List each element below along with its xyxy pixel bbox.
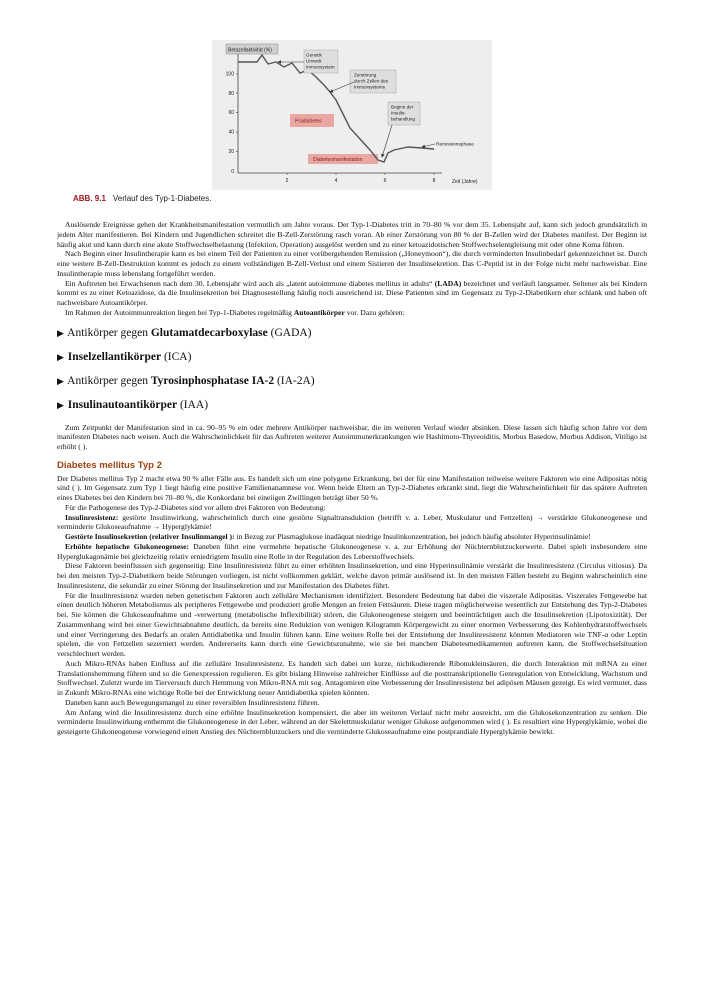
y-tick-label: 20: [228, 149, 234, 155]
ann-zerstoerung-1: Zerstörung: [354, 72, 377, 78]
list-item: ▶ Antikörper gegen Glutamatdecarboxylase (GADA): [57, 326, 312, 339]
y-axis-label: Betazellaktivität (%): [228, 47, 272, 54]
caption-text: Verlauf des Typ-1-Diabetes.: [112, 194, 212, 203]
section-heading: Diabetes mellitus Typ 2: [57, 459, 162, 471]
y-tick-label: 60: [228, 110, 234, 116]
paragraph: Zum Zeitpunkt der Manifestation sind in ca. 90–95 % ein oder mehrere Antikörper nachweisbar, die im weiteren Verlauf wieder absinken. Diese lassen sich häufig schon Jahre vor dem manifesten Diabetes nach weisen. Auch die Wahrscheinlichkeit für das Auftreten weiterer Autoimmunerkrankungen wie Hashimoto-Thyreoiditis, Morbus Basedow, Morbus Addison, Vitiligo ist erhöht ( ).: [57, 422, 647, 451]
ann-genetik-3: Immunsystem: [306, 64, 335, 70]
list-item: ▶ Insulinautoantikörper (IAA): [57, 398, 209, 411]
caption-label: ABB. 9.1: [73, 194, 106, 203]
paragraph: Ein Auftreten bei Erwachsenen nach dem 30. Lebensjahr wird auch als „latent autoimmune diabetes mellitus in adults“ (LADA) bezeichnet und verläuft langsamer. Seltener als bei Kindern kommt es zu einer Ketoazidose, da die Insulinsekretion bei Diagnosestellung häufig noch ausreichend ist. Diese Patienten sind im Gegensatz zu Typ-2-Diabetikern eher schlank und haben oft nachweisbare Autoantikörper.: [57, 278, 647, 307]
paragraph: Am Anfang wird die Insulinresistenz durch eine erhöhte Insulinsekretion kompensiert, die aber im weiteren Verlauf nicht mehr ausreicht, um die Glukosekonzentration zu senken. Die verminderte Insulinwirkung enthemmt die Glukoneogenese in der Leber, während an der Skelettmuskulatur weniger Glukose aufgenommen wird ( ). Es resultiert eine Hyperglykämie, wobei die gesteigerte Glukoneogenese vorwiegend einen Anstieg des Nüchternblutzuckers und die verminderte Glukoseaufnahme eine postprandiale Hyperglykämie bewirkt.: [57, 707, 647, 736]
x-tick-label: 8: [432, 178, 436, 184]
x-tick-label: 4: [334, 178, 338, 184]
list-item: ▶ Antikörper gegen Tyrosinphosphatase IA-2 (IA-2A): [57, 374, 315, 387]
triangle-bullet-icon: ▶: [57, 375, 64, 386]
paragraph: Insulinresistenz: gestörte Insulinwirkung, wahrscheinlich durch eine gestörte Signaltransduktion (betrifft v. a. Leber, Muskulatur und Fettzellen) → verstärkte Glukoneogenese und verminderte Glukoseaufnahme → Hyperglykämie!: [57, 512, 647, 532]
paragraph: Im Rahmen der Autoimmunreaktion liegen bei Typ-1-Diabetes regelmäßig Autoantikörper vor. Dazu gehören:: [65, 307, 405, 317]
ann-remission: Remissionsphase: [436, 142, 474, 148]
figure-caption: [73, 194, 211, 203]
triangle-bullet-icon: ▶: [57, 399, 64, 410]
ann-insulin-2: Insulin-: [391, 110, 406, 116]
article-body: [57, 220, 647, 737]
y-tick-label: 0: [231, 169, 234, 175]
y-tick-label: 100: [225, 71, 234, 78]
paragraph: Erhöhte hepatische Glukoneogenese: Daneben führt eine vermehrte hepatische Glukoneogenese v. a. zur Erhöhung der Nüchternblutzuckerwerte. Dabei spielt insbesondere eine Hyperglukagonämie bei gleichzeitig relativ erniedrigtem Insulin eine Rolle in der Regulation des Leberstoffwechsels.: [57, 541, 647, 561]
ann-zerstoerung-2: durch Zellen des: [354, 78, 388, 84]
paragraph: Der Diabetes mellitus Typ 2 macht etwa 90 % aller Fälle aus. Es handelt sich um eine polygene Erkrankung, bei der für eine Manifestation teilweise weitere Faktoren wie eine Adipositas nötig sind ( ). Im Gegensatz zum Typ 1 liegt häufig eine positive Familienanamnese vor. Wenn beide Eltern an Typ-2-Diabetes erkrankt sind, liegt die Wahrscheinlichkeit für das spätere Auftreten eines Diabetes bei den Kindern bei 70–80 %, die Konkordanz bei eineiigen Zwillingen beträgt über 50 %.: [57, 473, 647, 502]
triangle-bullet-icon: ▶: [57, 327, 64, 338]
paragraph: Diese Faktoren beeinflussen sich gegenseitig: Eine Insulinresistenz führt zu einer erhöhten Insulinsekretion, und eine Hyperinsulinämie verstärkt die Insulinresistenz (Circulus vitiosus). Da bei den meisten Typ-2-Diabetikern beide Störungen vorliegen, ist nicht vollkommen geklärt, welche davon primär auslösend ist. In den meisten Fällen besteht zu Beginn wahrscheinlich eine Insulinresistenz, die sekundär zu einer Störung der Insulinsekretion und zur Manifestation des Diabetes führt.: [57, 561, 647, 590]
ann-genetik-1: Genetik: [306, 52, 322, 58]
paragraph: Nach Beginn einer Insulintherapie kann es bei einem Teil der Patienten zu einer vorübergehenden Remission („Honeymoon“), die durch verminderten Insulinbedarf gekennzeichnet ist. Durch eine weitere B-Zell-Destruktion kommt es jedoch zu einem vollständigen B-Zell-Verlust und einem Sistieren der Insulinsekretion. Das C-Peptid ist in der Folge nicht mehr nachweisbar. Eine Insulintherapie muss lebenslang fortgeführt werden.: [57, 249, 647, 278]
list-item: ▶ Inselzellantikörper (ICA): [57, 350, 192, 363]
ann-zerstoerung-3: Immunsystems: [354, 84, 385, 90]
y-tick-label: 80: [228, 91, 234, 97]
ann-insulin-3: behandlung: [391, 116, 416, 122]
paragraph: Gestörte Insulinsekretion (relativer Insulinmangel ): in Bezug zur Plasmaglukose inadäquat niedrige Insulinkonzentration, bei jedoch häufig absoluter Hyperinsulinämie!: [65, 532, 591, 541]
type1-course-diagram: [212, 40, 492, 190]
ann-insulin-1: Beginn der: [391, 104, 414, 110]
x-tick-label: 2: [285, 178, 289, 184]
paragraph: Auch Mikro-RNAs haben Einfluss auf die zelluläre Insulinresistenz. Es handelt sich dabei um kurze, nichtkodierende Ribonukleinsäuren, die durch Interaktion mit mRNA zu einer Translationshemmung führen und so die Genexpression regulieren. Es gibt bislang Hinweise zahlreicher Einflüsse auf die posttranskriptionelle Genregulation von Entwicklung, Wachstum und Stoffwechsel. Zuletzt wurde im Tierversuch durch Hemmung von Mikro-RNA mit sog. Antagomiren eine Verbesserung der Insulinresistenz bei adipösen Mäusen gezeigt. Es wird vermutet, dass in Zukunft Mikro-RNAs eine wichtige Rolle bei der Entwicklung neuer Antidiabetika spielen könnten.: [57, 658, 647, 697]
paragraph: Daneben kann auch Bewegungsmangel zu einer reversiblen Insulinresistenz führen.: [65, 697, 320, 707]
manifestation-label: Diabetesmanifestation: [313, 157, 363, 163]
ann-genetik-2: Umwelt: [306, 58, 322, 64]
x-tick-label: 6: [383, 178, 387, 184]
paragraph: Auslösende Ereignisse gehen der Krankheitsmanifestation vermutlich um Jahre voraus. Der Typ-1-Diabetes tritt in 70–80 % vor dem 35. Lebensjahr auf, kann sich jedoch grundsätzlich in jedem Alter manifestieren. Bei Kindern und Jugendlichen schreitet die B-Zell-Zerstörung rasch voran. Ab einer Zerstörung von 80 % der B-Zellen wird der Diabetes manifest. Der Beginn ist häufig akut und kann durch eine akute Stoffwechselbelastung (Infektion, Operation) ausgelöst werden und zu einer ketoazidotischen Stoffwechselentgleisung mit oder ohne Koma führen.: [57, 220, 647, 249]
praediabetes-label: Prädiabetes: [295, 118, 322, 125]
figure-9-1: [212, 40, 492, 190]
y-tick-label: 40: [228, 129, 234, 136]
paragraph: Für die Pathogenese des Typ-2-Diabetes sind vor allem drei Faktoren von Bedeutung:: [65, 502, 326, 512]
x-axis-label: Zeit (Jahre): [452, 179, 478, 185]
triangle-bullet-icon: ▶: [57, 351, 64, 362]
paragraph: Für die Insulinresistenz wurden neben genetischen Faktoren auch zelluläre Mechanismen identifiziert. Besondere Bedeutung hat dabei die viszerale Adipositas. Viszerales Fettgewebe hat einen deutlich höheren Metabolismus als peripheres Fettgewebe und produziert große Mengen an freien Fettsäuren. Diese tragen möglicherweise wesentlich zur Entstehung des Typ-2-Diabetes bei. Sie können die Glukoseaufnahme und -verwertung (metabolische Inflexibilität) stören, die Glukoneogenese steigern und beeinträchtigen auch die Insulinsekretion (Lipotoxizität). Der Zusammenhang wird bei einer Gewichtsabnahme deutlich, da bereits eine Reduktion von wenigen Kilogramm Körpergewicht zu einer enormen Verbesserung des Kohlenhydratstoffwechsels und einer Verringerung des Bedarfs an oralen Antidiabetika und Insulin führen kann. Eine weitere Rolle bei der Entstehung der Insulinresistenz könnten Mediatoren wie TNF-α oder Leptin spielen, die von Fettzellen sezerniert werden. Andererseits kann durch eine Gewichtszunahme, wie sie bei manchen Diabetesmedikamenten auftreten kann, die Stoffwechselsituation verschlechtert werden.: [57, 590, 647, 658]
